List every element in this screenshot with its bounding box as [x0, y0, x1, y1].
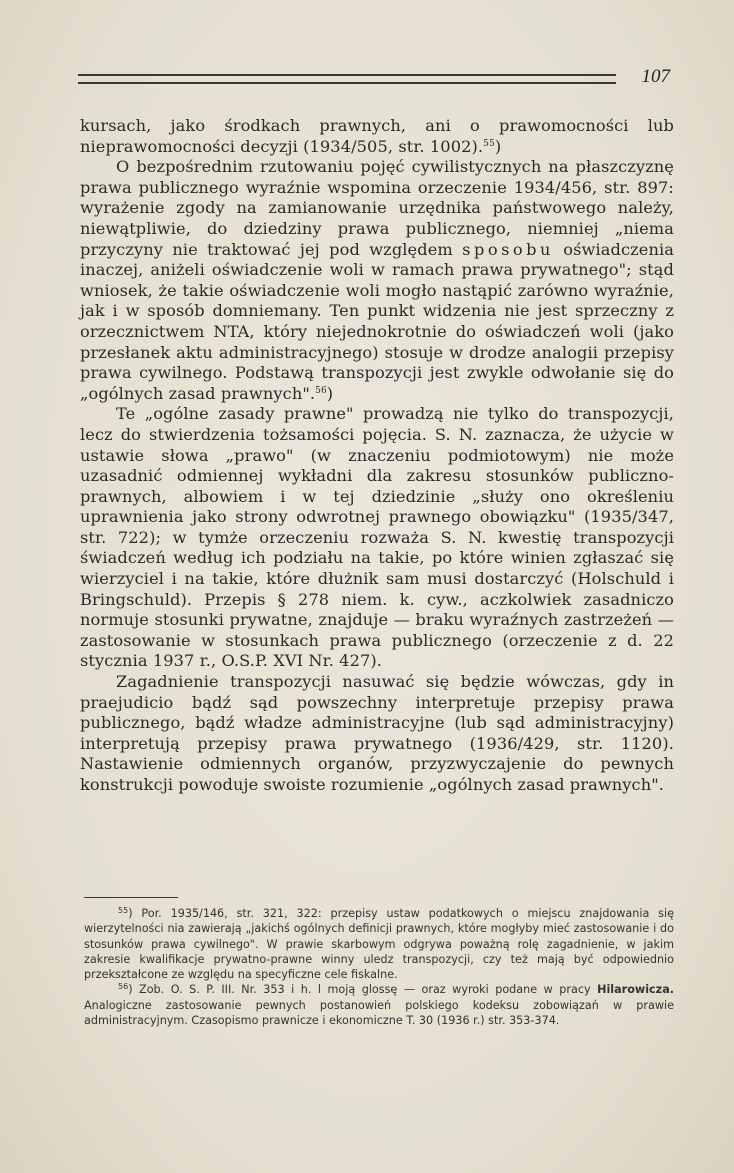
- page-number: 107: [641, 66, 670, 87]
- body-text: [80, 116, 674, 796]
- header-rule: [78, 82, 616, 84]
- footnote-ref: 55: [483, 138, 495, 149]
- footnote-number: 55: [118, 906, 129, 915]
- header-rule: [78, 74, 616, 76]
- footnote-number: 56: [118, 982, 129, 992]
- footnote: $^{56}$) Zob. O. S. P. III. Nr. 353 i h. l moją glossę — oraz wyroki podane w pracy Hilarowicza. Analogiczne zastosowanie pewnych postanowień polskiego kodeksu zobowiązań w prawie administracyjnym. Czasopismo prawnicze i ekonomiczne T. 30 (1936 r.) str. 353-374.: [84, 982, 674, 1028]
- author-name: Hilarowicza.: [597, 983, 674, 997]
- footnote-ref: 56: [315, 385, 327, 396]
- footnotes: [84, 906, 674, 1028]
- footnote-separator: [84, 897, 178, 898]
- paragraph: kursach, jako środkach prawnych, ani o prawomocności lub nieprawomocności decyzji (1934/505, str. 1002).$^{55}$): [80, 116, 674, 156]
- page-header: [78, 64, 674, 92]
- paragraph: Zagadnienie transpozycji nasuwać się będzie wówczas, gdy in praejudicio bądź sąd powszechny interpretuje przepisy prawa publicznego, bądź władze administracyjne (lub sąd administracyjny) interpretują przepisy prawa prywatnego (1936/429, str. 1120). Nastawienie odmiennych organów, przyzwyczajenie do pewnych konstrukcji powoduje swoiste rozumienie „ogólnych zasad prawnych".: [80, 672, 674, 794]
- paragraph: O bezpośrednim rzutowaniu pojęć cywilistycznych na płaszczyznę prawa publicznego wyraźnie wspomina orzeczenie 1934/456, str. 897: wyrażenie zgody na zamianowanie urzędnika państwowego należy, niewątpliwie, do dziedziny prawa publicznego, niemniej „niema przyczyny nie traktować jej pod względem sposobu oświadczenia inaczej, aniżeli oświadczenie woli w ramach prawa prywatnego"; stąd wniosek, że takie oświadczenie woli mogło nastąpić zarówno wyraźnie, jak i w sposób domniemany. Ten punkt widzenia nie jest sprzeczny z orzecznictwem NTA, który niejednokrotnie do oświadczeń woli (jako przesłanek aktu administracyjnego) stosuje w drodze analogii przepisy prawa cywilnego. Podstawą transpozycji jest zwykle odwołanie się do „ogólnych zasad prawnych".$^{56}$): [80, 157, 675, 403]
- spaced-word: sposobu: [462, 239, 554, 259]
- footnote: $^{55}$) Por. 1935/146, str. 321, 322: przepisy ustaw podatkowych o miejscu znajdowania się wierzytelności nia zawierają „jakichś ogólnych definicji prawnych, które mogłyby mieć zastosowanie i do stosunków prawa cywilnego". W prawie skarbowym odgrywa poważną rolę zagadnienie, w jakim zakresie kwalifikacje prywatno-prawne winny uledz transpozycji, czy też mają być odpowiednio przekształcone ze względu na specyficzne cele fiskalne.: [84, 906, 674, 982]
- paragraph: Te „ogólne zasady prawne" prowadzą nie tylko do transpozycji, lecz do stwierdzenia tożsamości pojęcia. S. N. zaznacza, że użycie w ustawie słowa „prawo" (w znaczeniu podmiotowym) nie może uzasadnić odmiennej wykładni dla zakresu stosunków publiczno-prawnych, albowiem i w tej dziedzinie „służy ono określeniu uprawnienia jako strony odwrotnej prawnego obowiązku" (1935/347, str. 722); w tymże orzeczeniu rozważa S. N. kwestię transpozycji świadczeń według ich podziału na takie, po które winien zgłaszać się wierzyciel i na takie, które dłużnik sam musi dostarczyć (Holschuld i Bringschuld). Przepis § 278 niem. k. cyw., aczkolwiek zasadniczo normuje stosunki prywatne, znajduje — braku wyraźnych zastrzeżeń — zastosowanie w stosunkach prawa publicznego (orzeczenie z d. 22 stycznia 1937 r., O.S.P. XVI Nr. 427).: [80, 404, 674, 671]
